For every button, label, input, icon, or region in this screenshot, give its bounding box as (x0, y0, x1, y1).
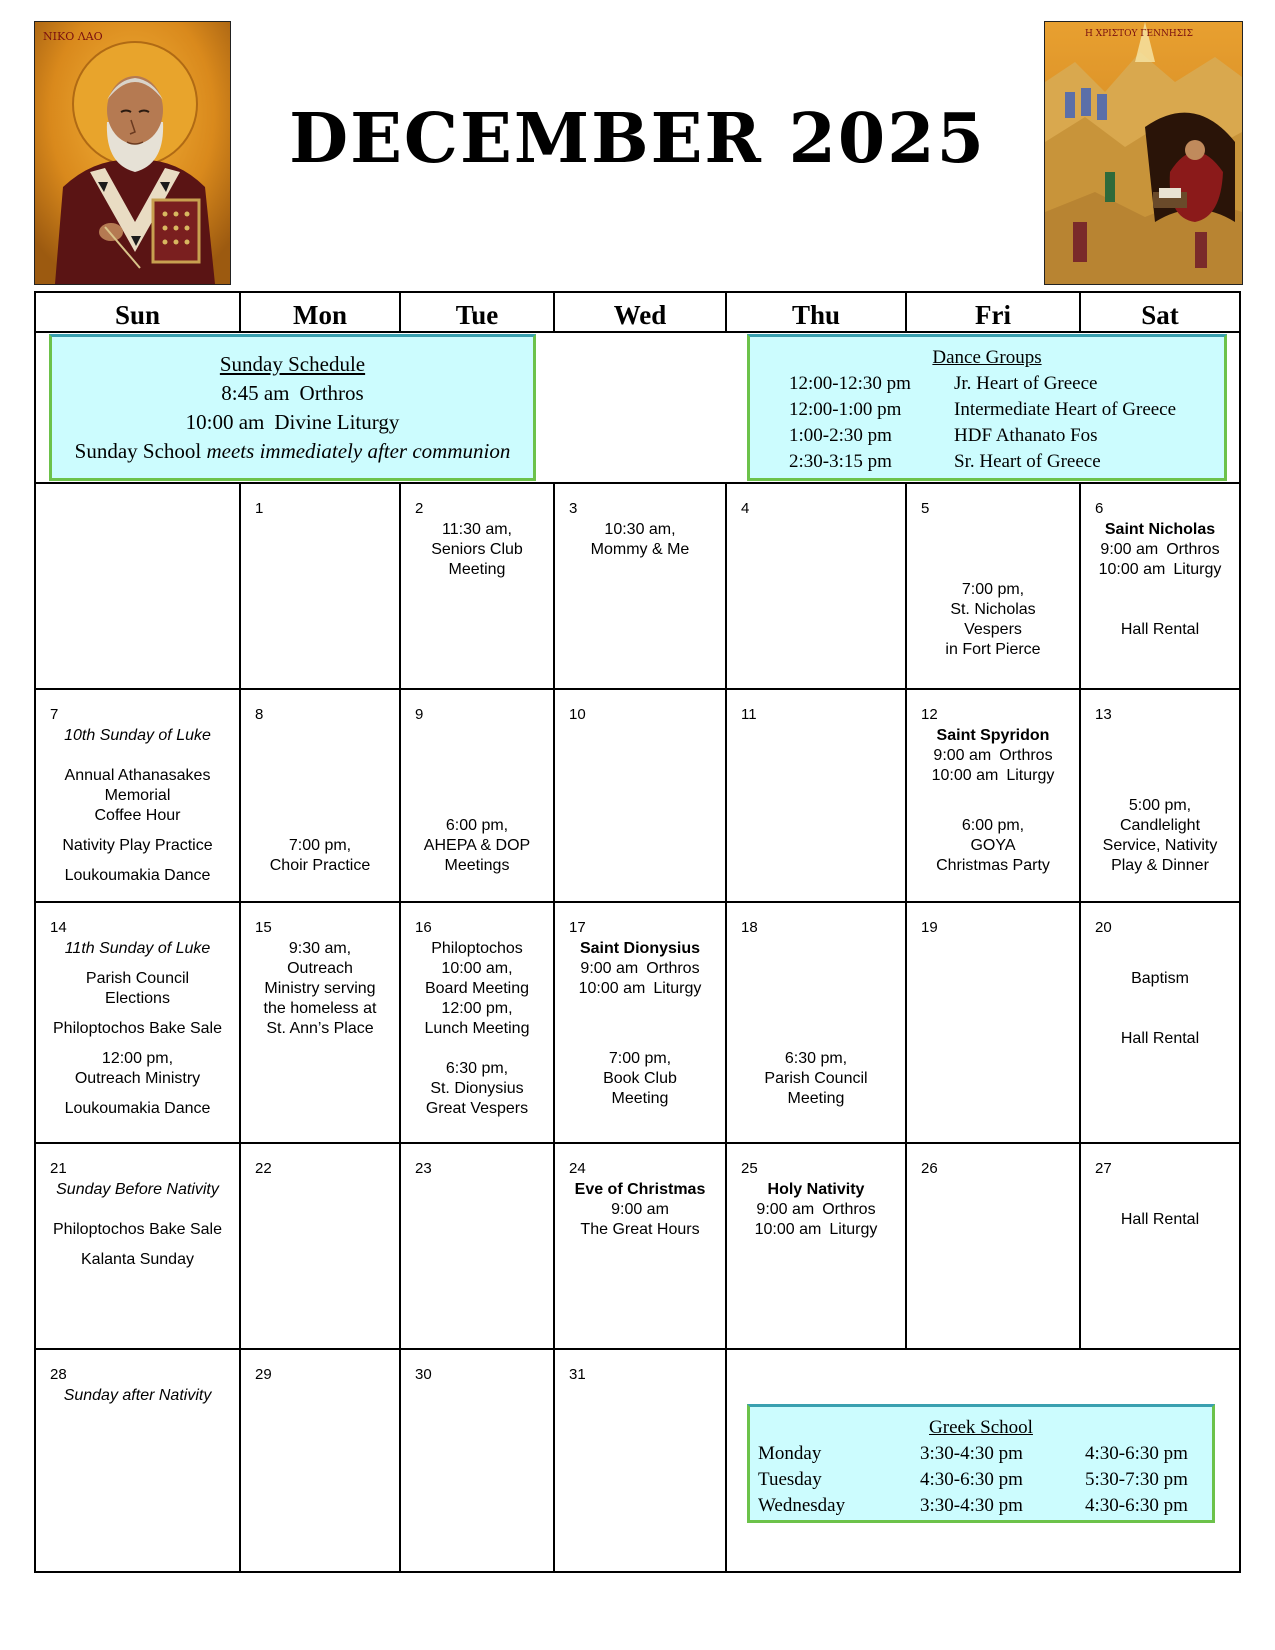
day-number: 19 (921, 919, 938, 936)
day-cell-8 (241, 690, 399, 901)
feast-day-title: Saint Dionysius (579, 940, 701, 957)
event-time: 12:00 pm, (101, 1050, 174, 1067)
event-title: Hall Rental (1120, 1030, 1200, 1047)
day-header-mon: Mon (293, 300, 347, 330)
day-cell-13 (1081, 690, 1239, 901)
day-cell-16 (401, 903, 553, 1142)
dance-groups-header: Dance Groups (932, 347, 1042, 368)
day-cell-6 (1081, 484, 1239, 688)
event-title: GOYA (970, 837, 1016, 854)
event-time: 5:00 pm, (1128, 797, 1192, 814)
service-time: 9:00 am (611, 1201, 669, 1218)
day-number: 26 (921, 1160, 938, 1177)
sunday-schedule-row: 8:45 am Orthros (221, 381, 364, 405)
calendar-grid (34, 291, 1241, 1573)
event-time: 6:00 pm, (961, 817, 1025, 834)
feast-day-title: Saint Spyridon (936, 727, 1050, 744)
day-cell-1 (241, 484, 399, 688)
day-number: 31 (569, 1366, 586, 1383)
event-title: Parish Council (764, 1070, 868, 1087)
feast-day-title: Eve of Christmas (574, 1181, 706, 1198)
event-title: The Great Hours (580, 1221, 700, 1238)
dance-groups-box (747, 334, 1227, 481)
service-time: 10:00 am Liturgy (931, 767, 1055, 784)
event-title: Outreach (287, 960, 353, 977)
day-number: 27 (1095, 1160, 1112, 1177)
event-title: Philoptochos Bake Sale (53, 1020, 222, 1037)
event-time: 9:30 am, (288, 940, 352, 957)
dance-group-row: 12:00-1:00 pm Intermediate Heart of Greece (789, 399, 1177, 420)
day-number: 25 (741, 1160, 758, 1177)
greek-school-row: Monday 3:30-4:30 pm 4:30-6:30 pm (758, 1443, 1188, 1464)
event-title: Meetings (444, 857, 510, 874)
event-title: Meeting (611, 1090, 669, 1107)
dance-group-row: 2:30-3:15 pm Sr. Heart of Greece (789, 451, 1101, 472)
day-cell-24 (555, 1144, 725, 1348)
feast-day-title: Holy Nativity (767, 1181, 865, 1198)
day-cell-17 (555, 903, 725, 1142)
sunday-schedule-row: 10:00 am Divine Liturgy (185, 410, 400, 434)
day-cell-21 (36, 1144, 239, 1348)
event-title: Play & Dinner (1111, 857, 1209, 874)
greek-school-row: Wednesday 3:30-4:30 pm 4:30-6:30 pm (758, 1495, 1188, 1516)
day-number: 22 (255, 1160, 272, 1177)
event-title: Christmas Party (936, 857, 1050, 874)
day-cell-18 (727, 903, 905, 1142)
day-cell-29 (241, 1350, 399, 1573)
day-number: 28 (50, 1366, 67, 1383)
event-title: Hall Rental (1120, 621, 1200, 638)
day-number: 17 (569, 919, 586, 936)
feast-day-title: Saint Nicholas (1104, 521, 1216, 538)
sunday-title: 10th Sunday of Luke (64, 727, 211, 744)
day-number: 29 (255, 1366, 272, 1383)
day-number: 5 (921, 500, 930, 517)
service-time: 9:00 am Orthros (1100, 541, 1220, 558)
event-title: St. Nicholas (950, 601, 1036, 618)
saint-nicholas-icon (34, 21, 231, 285)
day-number: 14 (50, 919, 67, 936)
day-cell-26 (907, 1144, 1079, 1348)
day-cell-11 (727, 690, 905, 901)
greek-school-row: Tuesday 4:30-6:30 pm 5:30-7:30 pm (758, 1469, 1188, 1490)
sunday-school-row: Sunday School meets immediately after communion (74, 439, 511, 463)
service-time: 9:00 am Orthros (756, 1201, 876, 1218)
day-cell-3 (555, 484, 725, 688)
day-number: 16 (415, 919, 432, 936)
day-number: 12 (921, 706, 938, 723)
day-header-tue: Tue (455, 300, 499, 330)
event-title: Nativity Play Practice (62, 837, 213, 854)
event-title: Meeting (787, 1090, 845, 1107)
day-number: 21 (50, 1160, 67, 1177)
day-number: 8 (255, 706, 264, 723)
event-time: 6:30 pm, (784, 1050, 848, 1067)
day-cell-30 (401, 1350, 553, 1573)
event-title: Vespers (964, 621, 1022, 638)
dance-group-row: 1:00-2:30 pm HDF Athanato Fos (789, 425, 1098, 446)
event-title: Memorial (104, 787, 171, 804)
day-number: 20 (1095, 919, 1112, 936)
sunday-schedule-box (49, 334, 536, 481)
event-title: Meeting (448, 561, 506, 578)
event-title: Elections (105, 990, 170, 1007)
event-title: Mommy & Me (590, 541, 690, 558)
day-number: 7 (50, 706, 59, 723)
sunday-schedule-header: Sunday Schedule (219, 352, 366, 376)
event-title: Service, Nativity (1102, 837, 1218, 854)
service-time: 10:00 am Liturgy (578, 980, 702, 997)
day-cell-empty (36, 484, 239, 688)
day-number: 24 (569, 1160, 586, 1177)
event-time: 6:00 pm, (445, 817, 509, 834)
day-number: 11 (741, 706, 757, 723)
event-time: 7:00 pm, (961, 581, 1025, 598)
event-title: Book Club (603, 1070, 677, 1087)
event-title: Loukoumakia Dance (64, 867, 211, 884)
event-title: Philoptochos (431, 940, 523, 957)
day-cell-23 (401, 1144, 553, 1348)
event-time: 11:30 am, (442, 521, 512, 538)
event-title: Kalanta Sunday (81, 1251, 194, 1268)
day-number: 18 (741, 919, 758, 936)
day-header-thu: Thu (791, 300, 841, 330)
nativity-icon (1044, 21, 1243, 285)
event-title: AHEPA & DOP (423, 837, 531, 854)
day-cell-22 (241, 1144, 399, 1348)
day-number: 13 (1095, 706, 1112, 723)
day-cell-4 (727, 484, 905, 688)
day-number: 4 (741, 500, 750, 517)
event-title: Coffee Hour (94, 807, 181, 824)
day-header-sun: Sun (114, 300, 161, 330)
event-time: 10:30 am, (604, 521, 676, 538)
event-location: in Fort Pierce (945, 641, 1041, 658)
day-number: 30 (415, 1366, 432, 1383)
event-title: Seniors Club (431, 541, 523, 558)
day-cell-28 (36, 1350, 239, 1573)
event-title: Lunch Meeting (424, 1020, 530, 1037)
icon-right-label: Η ΧΡΙΣΤΟΥ ΓΕΝΝΗΣΙΣ (1085, 29, 1193, 39)
day-number: 6 (1095, 500, 1104, 517)
day-number: 10 (569, 706, 586, 723)
sunday-title: Sunday Before Nativity (56, 1181, 219, 1198)
service-time: 9:00 am Orthros (580, 960, 700, 977)
event-title: Candlelight (1119, 817, 1201, 834)
event-title: Board Meeting (424, 980, 530, 997)
day-header-wed: Wed (613, 300, 667, 330)
event-title: St. Dionysius (430, 1080, 524, 1097)
day-cell-27 (1081, 1144, 1239, 1348)
event-time: 12:00 pm, (441, 1000, 513, 1017)
day-cell-14 (36, 903, 239, 1142)
sunday-title: Sunday after Nativity (63, 1387, 212, 1404)
service-time: 10:00 am Liturgy (754, 1221, 878, 1238)
event-title: Great Vespers (425, 1100, 529, 1117)
day-cell-7 (36, 690, 239, 901)
day-cell-15 (241, 903, 399, 1142)
day-cell-12 (907, 690, 1079, 901)
day-number: 15 (255, 919, 272, 936)
day-header-sat: Sat (1141, 300, 1179, 330)
icon-left-label: ΝΙΚΟ ΛΑΟ (43, 30, 103, 43)
day-number: 9 (415, 706, 424, 723)
day-cell-2 (401, 484, 553, 688)
event-time: 10:00 am, (441, 960, 513, 977)
event-title: Ministry serving (264, 980, 376, 997)
day-cell-31 (555, 1350, 725, 1573)
event-title: the homeless at (263, 1000, 377, 1017)
sunday-title: 11th Sunday of Luke (64, 940, 211, 957)
event-title: Annual Athanasakes (64, 767, 211, 784)
event-time: 7:00 pm, (288, 837, 352, 854)
greek-school-header: Greek School (929, 1417, 1033, 1438)
day-cell-5 (907, 484, 1079, 688)
day-number: 3 (569, 500, 578, 517)
event-title: Choir Practice (269, 857, 371, 874)
greek-school-box (747, 1404, 1215, 1523)
event-title: Baptism (1131, 970, 1189, 987)
day-cell-20 (1081, 903, 1239, 1142)
day-header-fri: Fri (975, 300, 1011, 330)
event-time: 6:30 pm, (445, 1060, 509, 1077)
service-time: 9:00 am Orthros (933, 747, 1053, 764)
day-number: 23 (415, 1160, 432, 1177)
event-title: Loukoumakia Dance (64, 1100, 211, 1117)
day-cell-25 (727, 1144, 905, 1348)
page-title: DECEMBER 2025 (289, 99, 986, 179)
dance-group-row: 12:00-12:30 pm Jr. Heart of Greece (789, 373, 1098, 394)
day-number: 1 (255, 500, 264, 517)
event-title: Hall Rental (1120, 1211, 1200, 1228)
event-time: 7:00 pm, (608, 1050, 672, 1067)
event-location: St. Ann’s Place (266, 1020, 374, 1037)
day-cell-10 (555, 690, 725, 901)
day-cell-9 (401, 690, 553, 901)
day-cell-19 (907, 903, 1079, 1142)
service-time: 10:00 am Liturgy (1098, 561, 1222, 578)
day-number: 2 (415, 500, 424, 517)
event-title: Outreach Ministry (74, 1070, 201, 1087)
event-title: Parish Council (85, 970, 190, 987)
event-title: Philoptochos Bake Sale (53, 1221, 222, 1238)
